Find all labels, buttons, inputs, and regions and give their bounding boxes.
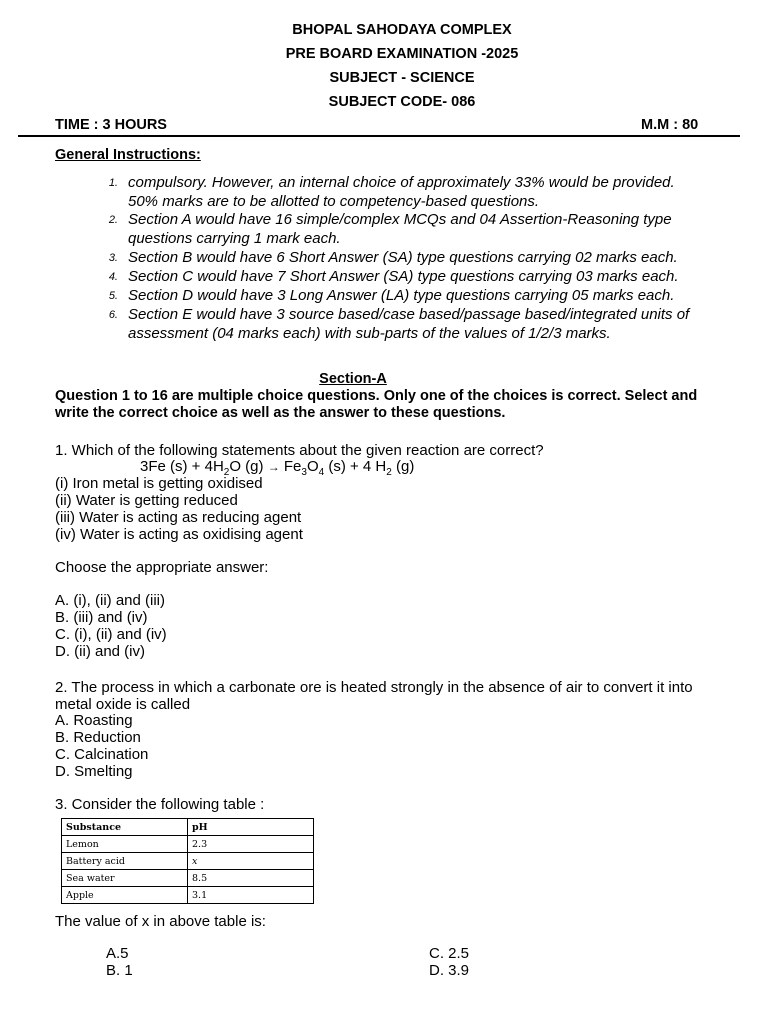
option: B. Reduction [55, 729, 141, 746]
option: D. Smelting [55, 763, 133, 780]
table-header: pH [188, 819, 314, 836]
table-header: Substance [62, 819, 188, 836]
table-cell: Sea water [62, 870, 188, 887]
statement: (iv) Water is acting as oxidising agent [55, 526, 303, 543]
table-cell: 2.3 [188, 836, 314, 853]
header-rule [18, 135, 740, 137]
table-header-row [62, 819, 314, 836]
q2-options [55, 712, 148, 780]
option: C. 2.5 [429, 945, 470, 962]
section-instructions: Question 1 to 16 are multiple choice questions. Only one of the choices is correct. Select and write the correct choice as well as the answer to these questions. [55, 388, 698, 421]
option: A.5 [106, 945, 129, 962]
table-cell: Apple [62, 887, 188, 904]
option: D. (ii) and (iv) [55, 643, 146, 660]
table-row [62, 887, 314, 904]
table-cell: Lemon [62, 836, 188, 853]
table-cell: 3.1 [188, 887, 314, 904]
school-name: BHOPAL SAHODAYA COMPLEX [292, 22, 512, 38]
option: C. (i), (ii) and (iv) [55, 626, 167, 643]
q1-stem: 1. Which of the following statements about the given reaction are correct? [55, 442, 544, 459]
exam-title: PRE BOARD EXAMINATION -2025 [285, 46, 519, 62]
option: B. (iii) and (iv) [55, 609, 148, 626]
table-cell: x [188, 853, 314, 870]
statement: (ii) Water is getting reduced [55, 492, 238, 509]
q3-question: The value of x in above table is: [55, 913, 266, 930]
q1-prompt: Choose the appropriate answer: [55, 559, 269, 576]
table-cell: Battery acid [62, 853, 188, 870]
section-title: Section-A [319, 371, 387, 387]
ph-table [61, 818, 314, 904]
option: D. 3.9 [429, 962, 470, 979]
table-row [62, 870, 314, 887]
q2-stem: 2. The process in which a carbonate ore is heated strongly in the absence of air to convert it into metal oxide is called [55, 679, 693, 713]
q3-stem: 3. Consider the following table : [55, 796, 265, 813]
table-row [62, 836, 314, 853]
option: A. (i), (ii) and (iii) [55, 592, 166, 609]
table-cell: 8.5 [188, 870, 314, 887]
instructions-title: General Instructions: [55, 147, 201, 163]
statement: (iii) Water is acting as reducing agent [55, 509, 302, 526]
q1-equation: 3Fe $(s) + 4H_2O$ $(g) \to Fe_3O_4$ (s) + 4 $H_2$ (g) [140, 458, 415, 478]
max-marks-label: M.M : 80 [641, 117, 699, 133]
option: C. Calcination [55, 746, 149, 763]
subject: SUBJECT - SCIENCE [329, 70, 475, 86]
table-row [62, 853, 314, 870]
option: A. Roasting [55, 712, 133, 729]
q1-statements [55, 475, 303, 543]
subject-code: SUBJECT CODE- 086 [328, 94, 476, 110]
statement: (i) Iron metal is getting oxidised [55, 475, 263, 492]
time-label: TIME : 3 HOURS [55, 117, 167, 133]
option: B. 1 [106, 962, 133, 979]
q1-options [55, 592, 167, 660]
